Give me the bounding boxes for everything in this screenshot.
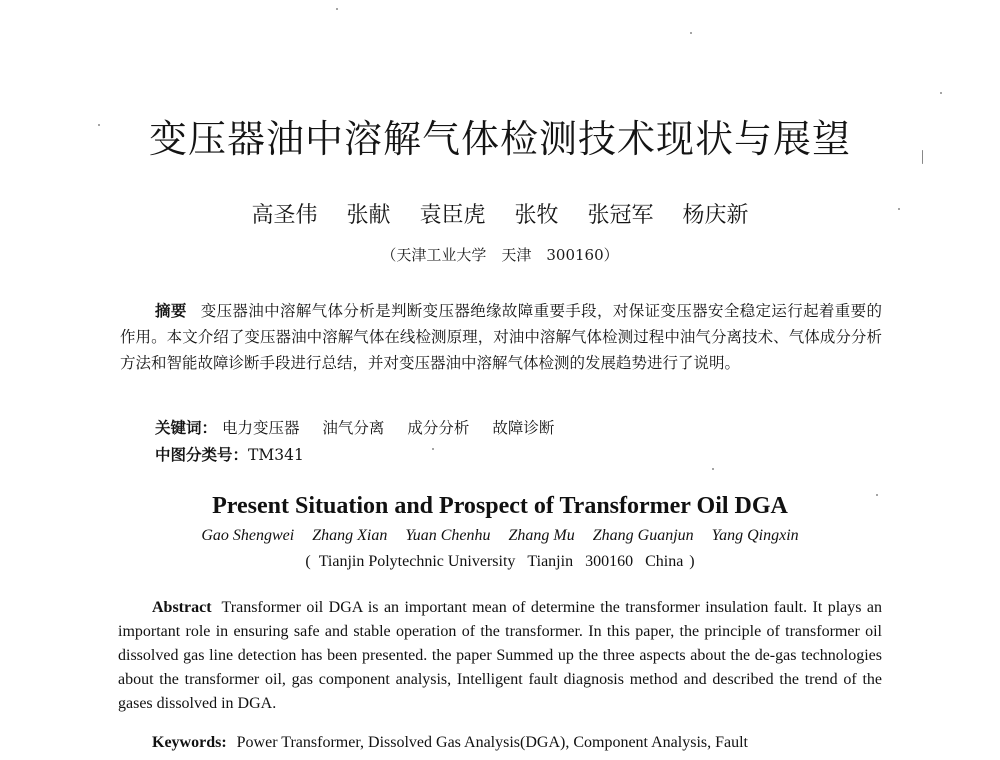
scan-speck [876,494,878,496]
author-name: 杨庆新 [682,203,749,228]
abstract-label-chinese: 摘要 [155,301,187,320]
scan-speck [922,150,923,164]
classification-label: 中图分类号： [155,445,249,464]
scan-speck [432,448,434,450]
author-list-english [0,527,1000,545]
author-name: Zhang Guanjun [592,527,694,544]
affiliation-chinese: （天津工业大学 天津 300160） [381,246,619,264]
author-name: 张献 [346,203,391,228]
author-name: Gao Shengwei [201,527,295,544]
scan-speck [898,208,900,210]
author-name: Zhang Xian [312,527,388,544]
classification-value: TM341 [248,446,304,464]
author-name: 张冠军 [587,203,654,228]
scan-speck [690,32,692,34]
paper-title-chinese: 变压器油中溶解气体检测技术现状与展望 [148,117,851,161]
author-name: 高圣伟 [251,203,318,228]
author-name: 张牧 [514,203,559,228]
keyword-item: 成分分析 [407,419,470,437]
classification-number [155,443,304,465]
author-name: Yang Qingxin [711,527,799,544]
affiliation-part: Tianjin Polytechnic University [318,553,516,570]
affiliation-paren-close: ) [689,553,695,570]
author-name: 袁臣虎 [419,203,486,228]
abstract-text-chinese: 变压器油中溶解气体分析是判断变压器绝缘故障重要手段，对保证变压器安全稳定运行起着重要的作用。本文介绍了变压器油中溶解气体在线检测原理，对油中溶解气体检测过程中油气分离技术、气体成分分析方法和智能故障诊断手段进行总结，并对变压器油中溶解气体检测的发展趋势进行了说明。 [120,302,882,372]
author-name: Zhang Mu [508,527,575,544]
affiliation-english [0,553,1000,571]
keyword-item: 油气分离 [322,419,385,437]
abstract-chinese [120,298,882,376]
keywords-text-english: Power Transformer, Dissolved Gas Analysis(DGA), Component Analysis, Fault [236,734,748,751]
keywords-label-english: Keywords: [152,734,227,751]
affiliation-part: 300160 [585,553,634,570]
scan-speck [98,124,100,126]
author-list-chinese [0,198,1000,229]
abstract-english [118,596,882,716]
paper-title-english: Present Situation and Prospect of Transformer Oil DGA [212,493,788,519]
keywords-label-chinese: 关键词： [155,418,218,437]
author-name: Yuan Chenhu [405,527,491,544]
abstract-label-english: Abstract [152,599,212,616]
scan-speck [712,468,714,470]
keywords-english [152,734,892,752]
keyword-item: 电力变压器 [221,419,300,437]
scan-speck [336,8,338,10]
scan-speck [940,92,942,94]
keyword-item: 故障诊断 [492,419,555,437]
affiliation-paren-open: ( [305,553,311,570]
affiliation-part: Tianjin [527,553,574,570]
affiliation-part: China [645,553,684,570]
abstract-text-english: Transformer oil DGA is an important mean of determine the transformer insulation fault. It plays an important role in ensuring safe and stable operation of the transformer. In this paper, the principle of transformer oil dissolved gas line detection has been presented. the paper Summed up the three aspects about the de-gas technologies about the transformer oil, gas component analysis, Intelligent fault diagnosis method and described the trend of the gases dissolved in DGA. [118,599,882,712]
keywords-chinese [155,416,572,438]
